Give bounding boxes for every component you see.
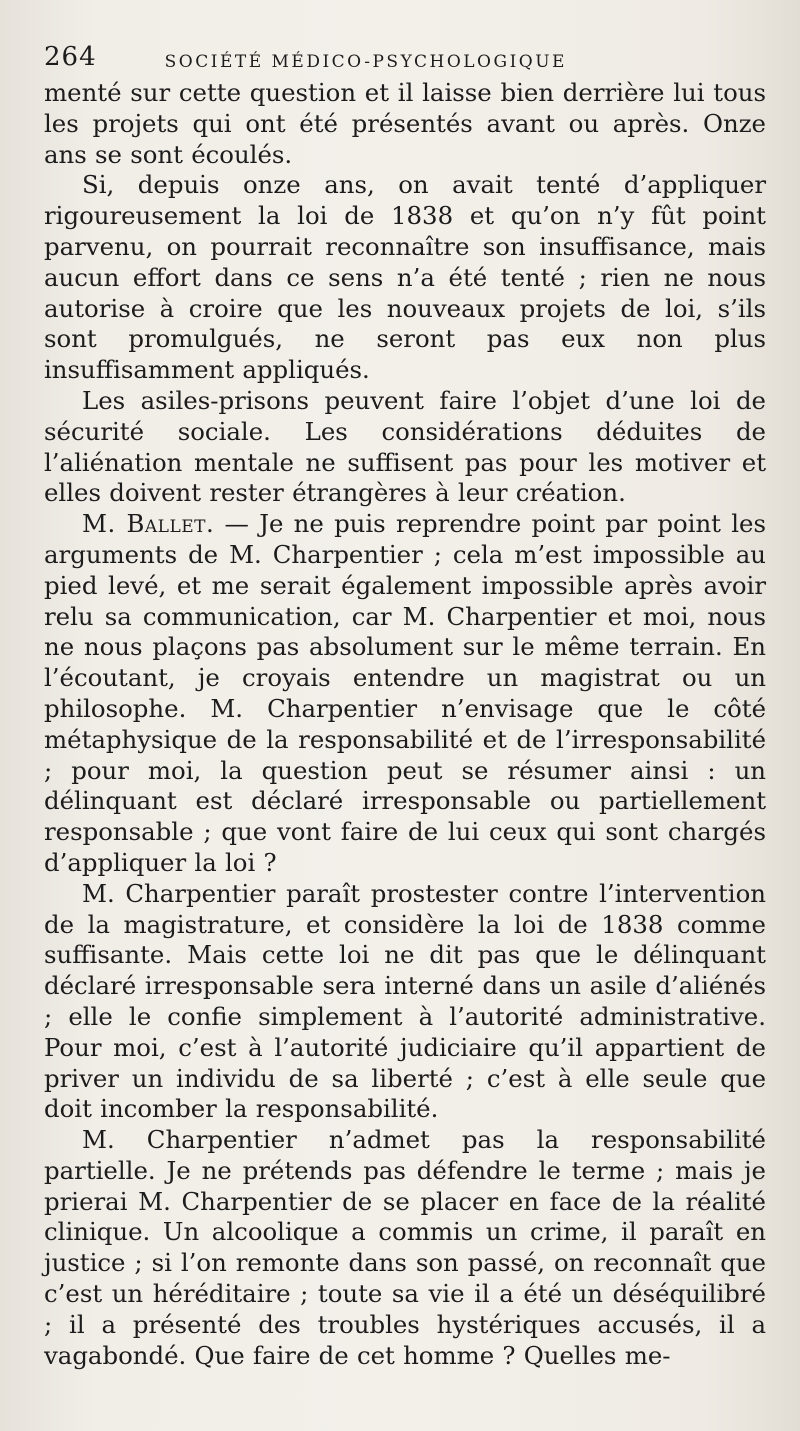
paragraph-loi-1838: Si, depuis onze ans, on avait tenté d’appliquer rigoureusement la loi de 1838 et qu’on n’y fût point parvenu, on pourrait reconnaître son insuffisance, mais aucun effort dans ce sens n’a été tenté ; rien ne nous autorise à croire que les nouveaux projets de loi, s’ils sont promulgués, ne seront pas eux non plus insuffisamment appliqués. [44, 170, 766, 385]
page-number: 264 [44, 42, 97, 72]
speaker-name: M. Ballet. [82, 509, 215, 539]
paragraph-ballet-reply [44, 509, 766, 879]
paragraph-ballet-text: — Je ne puis reprendre point par point les arguments de M. Charpentier ; cela m’est impossible au pied levé, et me serait également impossible après avoir relu sa communication, car M. Charpentier et moi, nous ne nous plaçons pas absolument sur le même terrain. En l’écoutant, je croyais entendre un magistrat ou un philosophe. M. Charpentier n’envisage que le côté métaphysique de la responsabilité et de l’irresponsabilité ; pour moi, la question peut se résumer ainsi : un délinquant est déclaré irresponsable ou partiellement responsable ; que vont faire de lui ceux qui sont chargés d’appliquer la loi ? [44, 509, 766, 877]
paragraph-continuation: menté sur cette question et il laisse bien derrière lui tous les projets qui ont été présentés avant ou après. Onze ans se sont écoulés. [44, 78, 766, 169]
paragraph-asiles-prisons: Les asiles-prisons peuvent faire l’objet d’une loi de sécurité sociale. Les considérations déduites de l’aliénation mentale ne suffisent pas pour les motiver et elles doivent rester étrangères à leur création. [44, 385, 766, 508]
paragraph-responsabilite-partielle: M. Charpentier n’admet pas la responsabilité partielle. Je ne prétends pas défendre le terme ; mais je prierai M. Charpentier de se placer en face de la réalité clinique. Un alcoolique a commis un crime, il paraît en justice ; si l’on remonte dans son passé, on reconnaît que c’est un héréditaire ; toute sa vie il a été un déséquilibré ; il a présenté des troubles hystériques accusés, il a vagabondé. Que faire de cet homme ? Quelles me- [44, 1125, 766, 1370]
running-head [44, 0, 766, 78]
paragraph-magistrature: M. Charpentier paraît prostester contre l’intervention de la magistrature, et considère la loi de 1838 comme suffisante. Mais cette loi ne dit pas que le délinquant déclaré irresponsable sera interné dans un asile d’aliénés ; elle le confie simplement à l’autorité administrative. Pour moi, c’est à l’autorité judiciaire qu’il appartient de priver un individu de sa liberté ; c’est à elle seule que doit incomber la responsabilité. [44, 878, 766, 1124]
journal-title: SOCIÉTÉ MÉDICO-PSYCHOLOGIQUE [164, 52, 567, 72]
body-text [44, 78, 766, 1371]
